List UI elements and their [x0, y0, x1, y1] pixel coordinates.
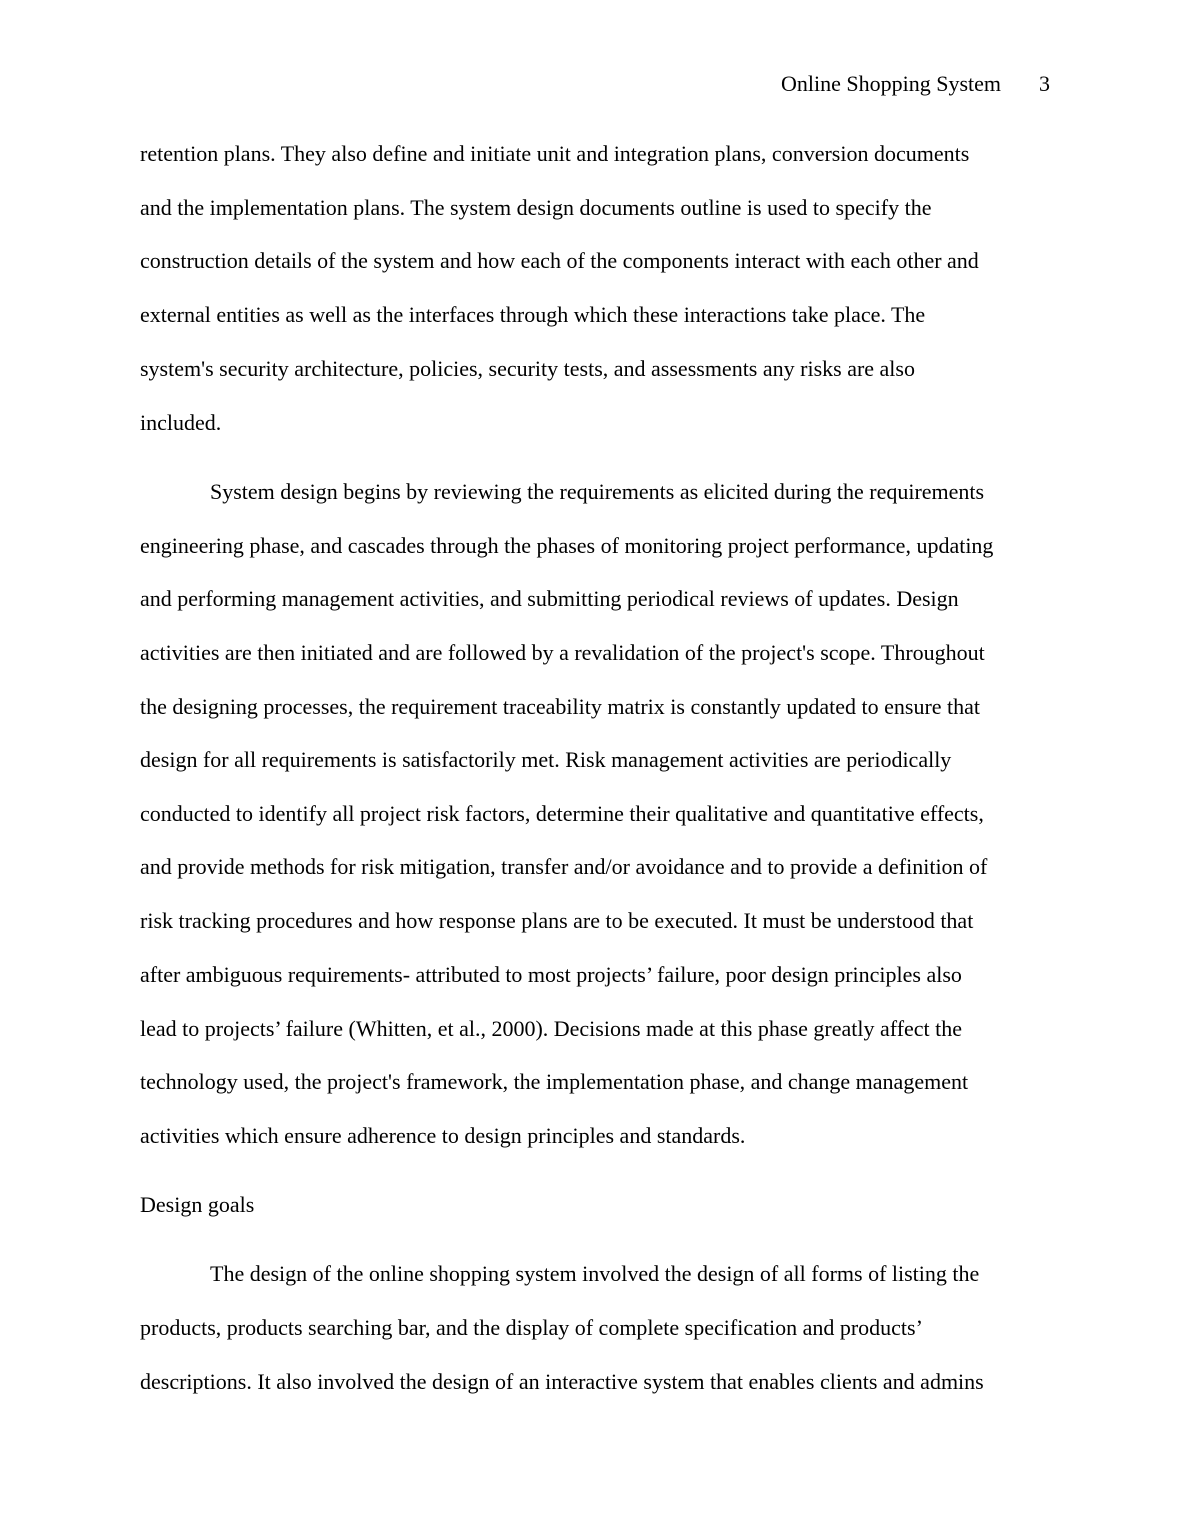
paragraph-line: construction details of the system and how each of the components interact with each other and [140, 248, 979, 273]
paragraph-line: the designing processes, the requirement traceability matrix is constantly updated to ensure that [140, 694, 981, 719]
paragraph-line: risk tracking procedures and how response plans are to be executed. It must be understood that [140, 908, 974, 933]
paragraph-line: lead to projects’ failure (Whitten, et al., 2000). Decisions made at this phase greatly affect the [140, 1016, 963, 1041]
paragraph-line: products, products searching bar, and the display of complete specification and products’ [140, 1315, 923, 1340]
paragraph-line: The design of the online shopping system involved the design of all forms of listing the [210, 1261, 980, 1286]
paragraph-line: included. [140, 410, 222, 435]
paragraph-line: and provide methods for risk mitigation, transfer and/or avoidance and to provide a definition of [140, 854, 988, 879]
paragraph-line: System design begins by reviewing the requirements as elicited during the requirements [210, 479, 985, 504]
running-title: Online Shopping System [780, 71, 1001, 96]
paragraph-line: engineering phase, and cascades through the phases of monitoring project performance, updating [140, 533, 994, 558]
paragraph-line: retention plans. They also define and initiate unit and integration plans, conversion documents [140, 141, 970, 166]
paragraph-line: descriptions. It also involved the design of an interactive system that enables clients and admins [140, 1369, 984, 1394]
paragraph-line: and performing management activities, and submitting periodical reviews of updates. Design [140, 586, 959, 611]
paragraph-line: design for all requirements is satisfactorily met. Risk management activities are periodically [140, 747, 952, 772]
paragraph-line: technology used, the project's framework, the implementation phase, and change management [140, 1069, 969, 1094]
paragraph-line: activities which ensure adherence to design principles and standards. [140, 1123, 746, 1148]
page-number: 3 [1039, 71, 1050, 96]
running-head [781, 68, 1050, 100]
paragraph-line: after ambiguous requirements- attributed to most projects’ failure, poor design principles also [140, 962, 962, 987]
paragraph-line: system's security architecture, policies, security tests, and assessments any risks are also [140, 356, 915, 381]
paragraph-line: conducted to identify all project risk factors, determine their qualitative and quantitative effects, [140, 801, 984, 826]
paragraph-line: and the implementation plans. The system design documents outline is used to specify the [140, 195, 932, 220]
paragraph-line: activities are then initiated and are followed by a revalidation of the project's scope. Throughout [140, 640, 985, 665]
section-heading: Design goals [140, 1192, 255, 1217]
paragraph-line: external entities as well as the interfaces through which these interactions take place. The [140, 302, 926, 327]
